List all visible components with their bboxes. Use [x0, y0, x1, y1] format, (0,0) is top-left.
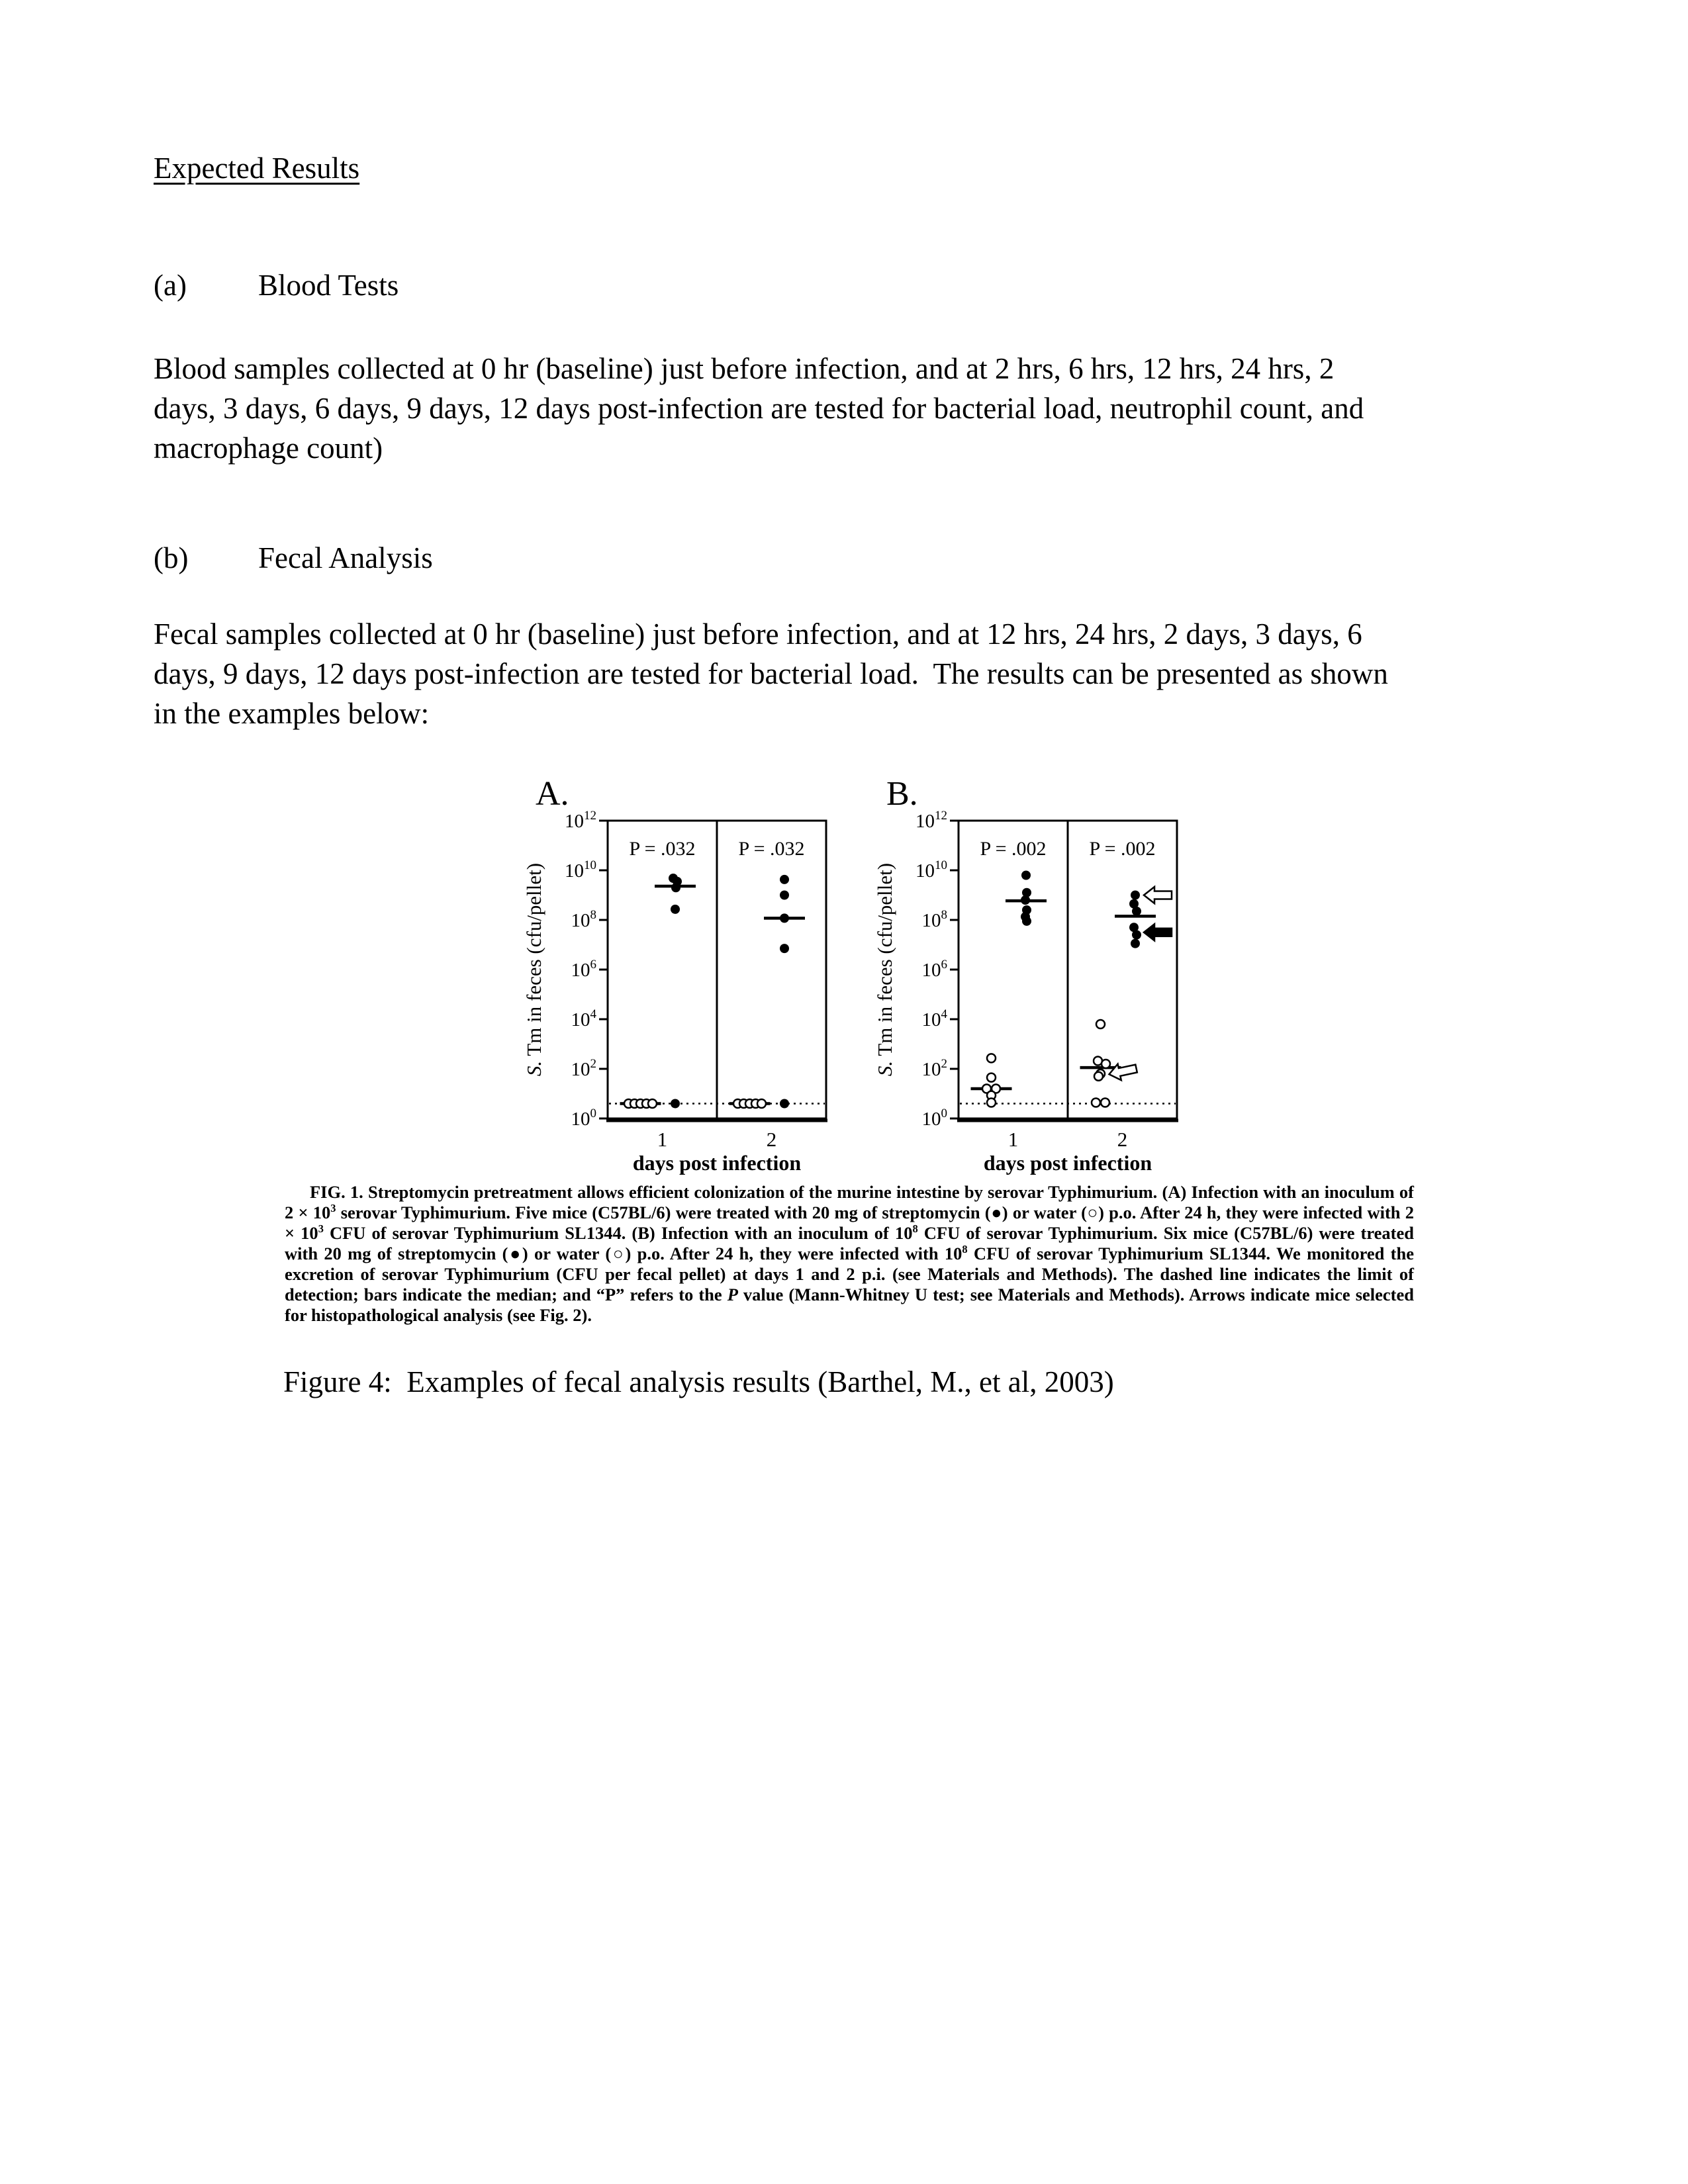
caption-segment: 3 [330, 1202, 336, 1215]
data-point-open [1094, 1072, 1103, 1081]
data-point-open [648, 1099, 657, 1108]
open-arrow [1107, 1060, 1138, 1082]
fig1-caption [285, 1182, 1414, 1326]
y-axis-title: S. Tm in feces (cfu/pellet) [522, 862, 545, 1077]
data-point-filled [1132, 907, 1141, 916]
data-point-filled [780, 1099, 789, 1109]
data-point-open [987, 1054, 996, 1062]
caption-segment: CFU of serovar Typhimurium. Six mice (C57BL/6) were treated with 20 mg of streptomycin (●) or water (○) p.o. After 24 h, they were infected with 10 [285, 1223, 1414, 1263]
caption-segment: CFU of serovar Typhimurium SL1344. (B) Infection with an inoculum of 10 [323, 1223, 913, 1243]
data-point-filled [780, 891, 789, 900]
caption-segment: CFU of serovar Typhimurium SL1344. We monitored the excretion of serovar Typhimurium (CFU per fecal pellet) at days 1 and 2 p.i. (see Materials and Methods). The dashed line indicates the limit of detection; bars indicate the median; and “P” refers to the [285, 1244, 1414, 1304]
data-point-filled [1131, 939, 1140, 948]
fecal-analysis-paragraph: Fecal samples collected at 0 hr (baseline) just before infection, and at 12 hrs, 24 hrs, 2 days, 3 days, 6 days, 9 days, 12 days post-infection are tested for bacterial load. The results can be presented as shown in the examples below: [154, 617, 1388, 730]
data-point-filled [1021, 871, 1031, 880]
y-axis-title: S. Tm in feces (cfu/pellet) [873, 862, 896, 1077]
section-b-label: (b) [154, 541, 189, 574]
data-point-filled [1131, 891, 1140, 900]
y-tick-label: $10^{12}$ [915, 809, 947, 832]
y-tick-label: $10^6$ [571, 958, 596, 981]
data-point-filled [1021, 895, 1030, 905]
data-point-filled [780, 875, 789, 884]
data-point-filled [671, 883, 680, 892]
filled-arrow [1144, 924, 1172, 940]
open-arrow [1144, 887, 1172, 903]
data-point-filled [1022, 917, 1031, 926]
y-tick-label: $10^{10}$ [565, 858, 596, 882]
p-value-label: P = .032 [629, 838, 696, 860]
x-tick-label: 2 [1117, 1128, 1128, 1151]
y-tick-label: $10^4$ [571, 1007, 596, 1030]
data-point-open [987, 1099, 996, 1107]
y-tick-label: $10^8$ [571, 908, 596, 931]
p-value-label: P = .002 [980, 838, 1047, 860]
x-tick-label: 1 [657, 1128, 668, 1151]
data-point-open [987, 1073, 996, 1082]
data-point-filled [1132, 931, 1141, 940]
caption-segment: 3 [318, 1222, 324, 1236]
section-a [154, 268, 399, 302]
caption-segment: value (Mann-Whitney U test; see Materials and Methods). Arrows indicate mice selected for histopathological analysis (see Fig. 2). [285, 1285, 1414, 1325]
p-value-label: P = .002 [1089, 838, 1156, 860]
x-axis-title: days post infection [983, 1151, 1152, 1175]
caption-segment: 8 [912, 1222, 918, 1236]
data-point-filled [780, 944, 789, 953]
figure4-caption: Figure 4: Examples of fecal analysis results (Barthel, M., et al, 2003) [283, 1365, 1114, 1398]
fig1-panel-b-chart [863, 754, 1233, 1191]
x-axis-title: days post infection [632, 1151, 802, 1175]
section-a-label: (a) [154, 269, 187, 302]
caption-segment: serovar Typhimurium. Five mice (C57BL/6) were treated with 20 mg of streptomycin (●) or water (○) p.o. After 24 h, they were infected with 2 × 10 [285, 1203, 1414, 1243]
y-tick-label: $10^4$ [921, 1007, 947, 1030]
y-tick-label: $10^2$ [921, 1057, 947, 1080]
caption-segment: P [727, 1285, 738, 1304]
y-tick-label: $10^{10}$ [915, 858, 947, 882]
caption-segment: 8 [962, 1243, 968, 1256]
y-tick-label: $10^2$ [571, 1057, 596, 1080]
section-b [154, 541, 433, 575]
page-title: Expected Results [154, 152, 360, 185]
data-point-open [1101, 1099, 1109, 1107]
p-value-label: P = .032 [738, 838, 805, 860]
y-tick-label: $10^8$ [921, 908, 947, 931]
data-point-open [1092, 1099, 1100, 1107]
y-tick-label: $10^0$ [921, 1107, 947, 1130]
data-point-open [1102, 1060, 1110, 1068]
y-tick-label: $10^{12}$ [565, 809, 596, 832]
caption-segment: FIG. 1. Streptomycin pretreatment allows efficient colonization of the murine intestine by serovar Typhimurium. (A) Infection with an inoculum of 2 × 10 [285, 1182, 1414, 1222]
panel-label: A. [536, 775, 569, 813]
panel-label: B. [886, 775, 918, 813]
data-point-open [757, 1099, 766, 1108]
data-point-filled [671, 1099, 680, 1109]
data-point-filled [671, 905, 680, 914]
x-tick-label: 1 [1008, 1128, 1019, 1151]
section-b-heading: Fecal Analysis [258, 541, 433, 574]
blood-tests-paragraph: Blood samples collected at 0 hr (baseline) just before infection, and at 2 hrs, 6 hrs, 12 hrs, 24 hrs, 2 days, 3 days, 6 days, 9 days, 12 days post-infection are tested for bacterial load, neutrophil count, and macrophage count) [154, 352, 1364, 465]
y-tick-label: $10^6$ [921, 958, 947, 981]
section-a-heading: Blood Tests [258, 269, 399, 302]
data-point-open [1096, 1020, 1105, 1028]
fig1-panel-a-chart [512, 754, 882, 1191]
data-point-filled [780, 913, 789, 923]
x-tick-label: 2 [766, 1128, 777, 1151]
y-tick-label: $10^0$ [571, 1107, 596, 1130]
